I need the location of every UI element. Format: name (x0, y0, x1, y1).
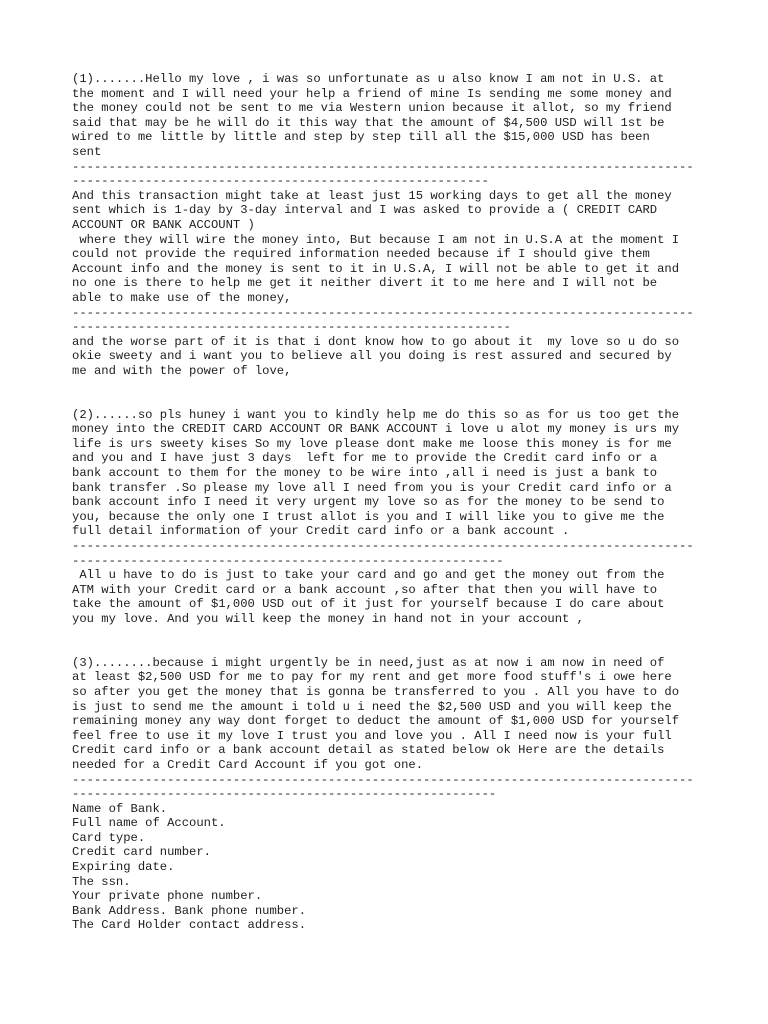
text-line: full detail information of your Credit card info or a bank account . (72, 524, 570, 539)
text-line: (1).......Hello my love , i was so unfortunate as u also know I am not in U.S. at (72, 72, 665, 86)
text-line: Account info and the money is sent to it in U.S.A, I will not be able to get it and (72, 261, 680, 276)
text-line: no one is there to help me get it neither divert it to me here and I will not be (72, 276, 658, 291)
text-line: okie sweety and i want you to believe all you doing is rest assured and secured by (72, 349, 672, 364)
text-line: Credit card info or a bank account detail as stated below ok Here are the details (72, 743, 665, 758)
blank-line (72, 378, 712, 393)
blank-line (72, 393, 712, 408)
letter-text (72, 72, 712, 933)
text-line: ACCOUNT OR BANK ACCOUNT ) (72, 217, 255, 232)
text-line: me and with the power of love, (72, 363, 292, 378)
text-line: Name of Bank. (72, 801, 168, 816)
text-line: able to make use of the money, (72, 290, 292, 305)
separator-line: ------------------------------------------------------------ (72, 320, 511, 335)
text-line: life is urs sweety kises So my love please dont make me loose this money is for me (72, 436, 672, 451)
separator-line: ---------------------------------------------------------- (72, 787, 497, 802)
text-line: ATM with your Credit card or a bank account ,so after that then you will have to (72, 582, 658, 597)
text-line: the money could not be sent to me via Western union because it allot, so my friend (72, 101, 672, 116)
text-line: bank account info I need it very urgent my love so as for the money to be send to (72, 495, 665, 510)
text-line: bank transfer .So please my love all I need from you is your Credit card info or a (72, 480, 672, 495)
blank-line (72, 641, 712, 656)
text-line: is just to send me the amount i told u i need the $2,500 USD and you will keep the (72, 699, 672, 714)
separator-line: ------------------------------------------------------------------------------------- (72, 772, 694, 787)
text-line: Your private phone number. (72, 889, 263, 904)
text-line: sent which is 1-day by 3-day interval and I was asked to provide a ( CREDIT CARD (72, 203, 658, 218)
text-line: money into the CREDIT CARD ACCOUNT OR BANK ACCOUNT i love u alot my money is urs my (72, 422, 680, 437)
text-line: Credit card number. (72, 845, 211, 860)
text-line: feel free to use it my love I trust you and love you . All I need now is your full (72, 728, 672, 743)
text-line: Card type. (72, 830, 146, 845)
text-line: remaining money any way dont forget to deduct the amount of $1,000 USD for yourself (72, 714, 680, 729)
text-line: you, because the only one I trust allot is you and I will like you to give me the (72, 509, 665, 524)
text-line: and you and I have just 3 days left for me to provide the Credit card info or a (72, 451, 658, 466)
text-line: sent (72, 144, 102, 159)
text-line: And this transaction might take at least just 15 working days to get all the money (72, 188, 672, 203)
text-line: needed for a Credit Card Account if you got one. (72, 757, 424, 772)
separator-line: ------------------------------------------------------------------------------------- (72, 539, 694, 553)
text-line: (3)........because i might urgently be in need,just as at now i am now in need of (72, 655, 665, 670)
text-line: The ssn. (72, 874, 131, 889)
text-line: the moment and I will need your help a friend of mine Is sending me some money and (72, 86, 672, 101)
text-line: Expiring date. (72, 860, 175, 875)
text-line: wired to me little by little and step by step till all the $15,000 USD has been (72, 130, 650, 145)
text-line: (2)......so pls huney i want you to kindly help me do this so as for us too get the (72, 407, 680, 422)
blank-line (72, 627, 712, 642)
text-line: Bank Address. Bank phone number. (72, 903, 307, 918)
text-line: so after you get the money that is gonna be transferred to you . All you have to do (72, 684, 680, 699)
text-line: bank account to them for the money to be wire into ,all i need is just a bank to (72, 466, 658, 481)
text-line: take the amount of $1,000 USD out of it just for yourself because I do care about (72, 597, 665, 612)
separator-line: ------------------------------------------------------------------------------------- (72, 305, 694, 320)
text-line: All u have to do is just to take your card and go and get the money out from the (72, 568, 665, 583)
text-line: you my love. And you will keep the money in hand not in your account , (72, 611, 584, 626)
text-line: could not provide the required information needed because if I should give them (72, 247, 650, 262)
separator-line: ----------------------------------------------------------- (72, 553, 504, 568)
text-line: said that may be he will do it this way that the amount of $4,500 USD will 1st be (72, 115, 665, 130)
text-line: where they will wire the money into, But because I am not in U.S.A at the moment I (72, 232, 680, 247)
text-line: Full name of Account. (72, 816, 226, 831)
separator-line: --------------------------------------------------------- (72, 174, 489, 189)
separator-line: ------------------------------------------------------------------------------------- (72, 159, 694, 174)
text-line: at least $2,500 USD for me to pay for my rent and get more food stuff's i owe here (72, 670, 672, 685)
text-line: The Card Holder contact address. (72, 918, 307, 933)
text-line: and the worse part of it is that i dont know how to go about it my love so u do so (72, 334, 680, 349)
